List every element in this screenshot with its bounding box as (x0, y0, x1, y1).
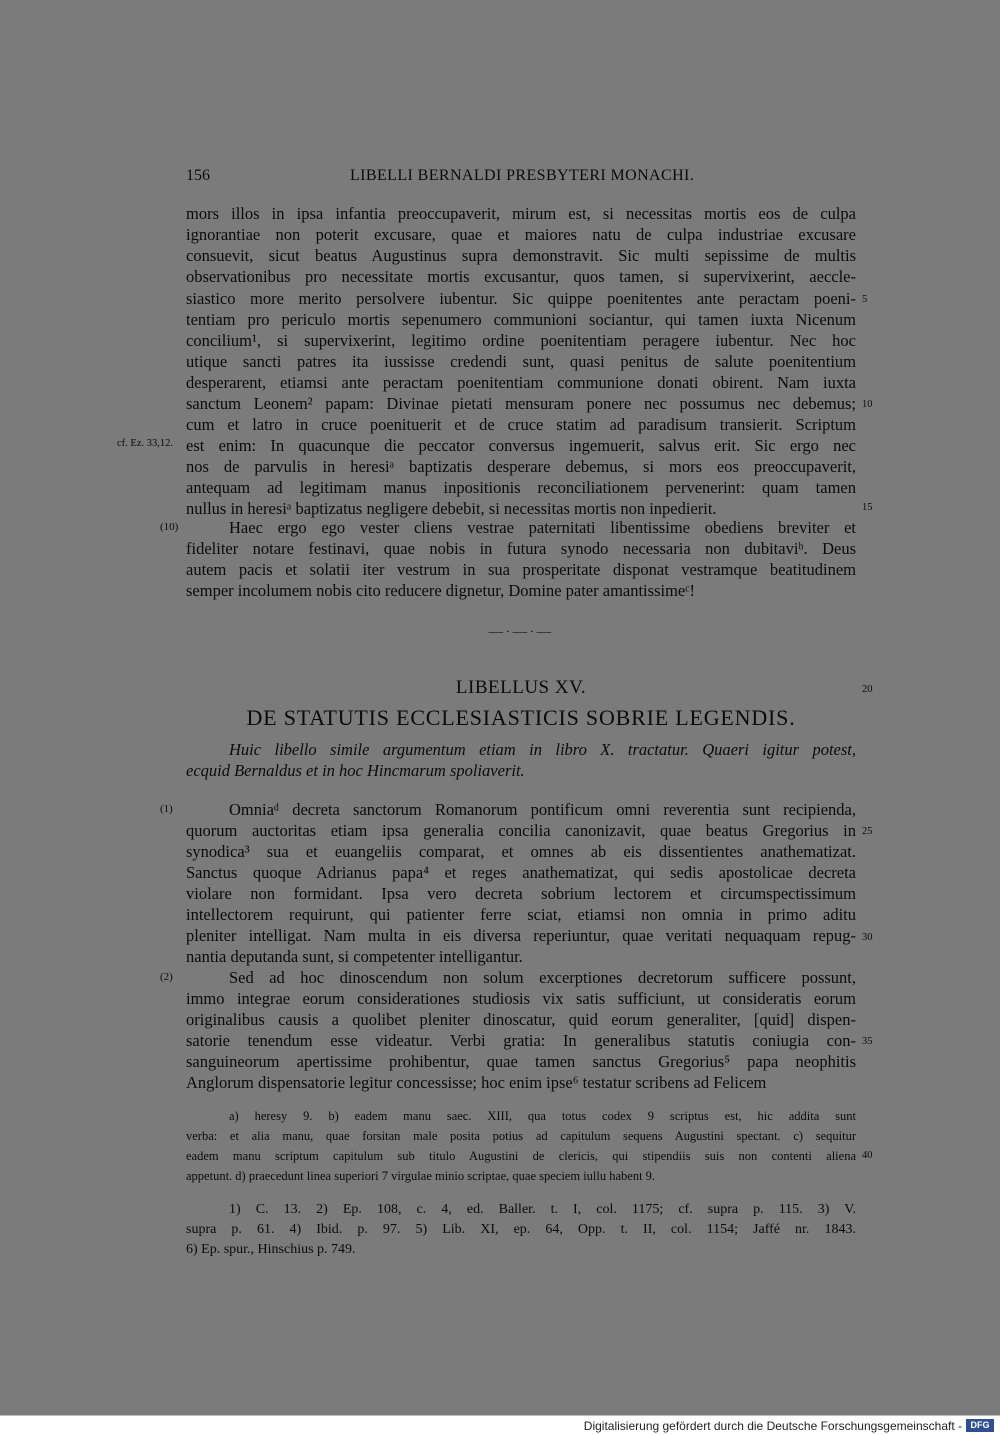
body-line: Sed ad hoc dinoscendum non solum excerptiones decretorum sufficere possunt, (229, 968, 856, 987)
body-line: intellectorem requirunt, qui patienter ferre sciat, etiamsi non omnia in primo aditu (186, 905, 856, 924)
body-line: tentiam pro periculo mortis sepenumero communioni sociantur, qui tamen iuxta Nicenum (186, 310, 856, 329)
reference-line: 1) C. 13. 2) Ep. 108, c. 4, ed. Baller. t. I, col. 1175; cf. supra p. 115. 3) V. (229, 1202, 856, 1217)
note-line: verba: et alia manu, quae forsitan male posita potius ad capitulum sequens Augustini spectant. c) sequitur (186, 1129, 856, 1143)
body-line: siastico more merito persolvere iubentur. Sic quippe poenitentes ante peractam poeni- (186, 289, 856, 308)
intro-line: Huic libello simile argumentum etiam in libro X. tractatur. Quaeri igitur potest, (229, 740, 856, 759)
note-line: eadem manu scriptum capitulum sub titulo Augustini de clericis, qui stipendiis suis non contenti aliena (186, 1149, 856, 1163)
section-separator: —·—·— (488, 624, 554, 638)
body-line: immo integrae eorum considerationes studiosis vix satis sufficiunt, ut consideratis eorum (186, 989, 856, 1008)
line-number: 40 (862, 1150, 873, 1161)
reference-line: 6) Ep. spur., Hinschius p. 749. (186, 1242, 356, 1257)
body-line: observationibus pro necessitate mortis excusantur, quos tamen, si supervixerint, aeccle- (186, 267, 856, 286)
footer-credit: Digitalisierung gefördert durch die Deutsche Forschungsgemeinschaft - (583, 1419, 962, 1433)
body-line: desperarent, etiamsi ante peractam poenitentiam communione donati obirent. Nam iuxta (186, 373, 856, 392)
body-line: quorum auctoritas etiam ipsa generalia concilia canonizavit, quae beatus Gregorius in (186, 821, 856, 840)
section-heading: LIBELLUS XV. (455, 677, 587, 698)
line-number: 30 (862, 932, 873, 943)
body-line: synodica³ sua et euangeliis comparat, et omnes ab eis dissentientes anathematizat. (186, 842, 856, 861)
body-line: semper incolumem nobis cito reducere dignetur, Domine pater amantissimeᶜ! (186, 581, 695, 600)
body-line: Sanctus quoque Adrianus papa⁴ et reges anathematizat, qui sedis apostolicae decreta (186, 863, 856, 882)
body-line: pleniter intelligat. Nam multa in eis diversa reperiuntur, quae veritati nequaquam repug- (186, 926, 856, 945)
body-line: Omniaᵈ decreta sanctorum Romanorum pontificum omni reverentia sunt recipienda, (229, 800, 856, 819)
footer-bar (0, 1415, 1000, 1435)
body-line: sanguineorum apertissime prohibentur, quae tamen sanctus Gregorius⁵ papa neophitis (186, 1052, 856, 1071)
running-title: LIBELLI BERNALDI PRESBYTERI MONACHI. (350, 167, 695, 184)
body-line: nullus in heresiᵃ baptizatus negligere debebit, si necessitas mortis non inpedierit. (186, 499, 717, 518)
body-line: originalibus causis a quolibet pleniter dinoscatur, quid eorum generaliter, [quid] dispen- (186, 1010, 856, 1029)
page-number: 156 (186, 167, 210, 184)
body-line: fideliter notare festinavi, quae nobis in futura synodo necessaria non dubitaviᵇ. Deus (186, 539, 856, 558)
body-line: nantia deputanda sunt, si competenter intelligantur. (186, 947, 523, 966)
paragraph-marker: (1) (160, 803, 173, 815)
body-line: consuevit, sicut beatus Augustinus supra demonstravit. Sic multi sepissime de multis (186, 246, 856, 265)
paragraph-marker: (10) (160, 521, 179, 533)
margin-reference: cf. Ez. 33,12. (117, 438, 173, 449)
reference-line: supra p. 61. 4) Ibid. p. 97. 5) Lib. XI, ep. 64, Opp. t. II, col. 1154; Jaffé nr. 1843. (186, 1222, 856, 1237)
body-line: cum et latro in cruce poenituerit et de cruce statim ad paradisum transierit. Scriptum (186, 415, 856, 434)
body-line: ignorantiae non poterit excusare, quae et maiores natu de culpa industriae excusare (186, 225, 856, 244)
line-number: 20 (862, 684, 873, 695)
body-line: utique sancti patres ita iussisse credendi sunt, quasi penitus de salute poenitentium (186, 352, 856, 371)
line-number: 15 (862, 502, 873, 513)
line-number: 10 (862, 399, 873, 410)
section-title: DE STATUTIS ECCLESIASTICIS SOBRIE LEGENDIS. (246, 705, 796, 730)
paragraph-marker: (2) (160, 971, 173, 983)
body-line: autem pacis et solatii iter vestrum in sua prosperitate disponat vestramque beatitudinem (186, 560, 856, 579)
body-line: satorie tenendum esse videatur. Verbi gratia: In generalibus statutis coniugia con- (186, 1031, 856, 1050)
intro-line: ecquid Bernaldus et in hoc Hincmarum spoliaverit. (186, 761, 525, 780)
body-line: nos de parvulis in heresiᵃ baptizatis desperare debemus, si mors eos preoccupaverit, (186, 457, 856, 476)
body-line: antequam ad legitimam manus inpositionis reconciliationem pervenerint: quam tamen (186, 478, 856, 497)
body-line: Haec ergo ego vester cliens vestrae paternitati libentissime obediens breviter et (229, 518, 856, 537)
line-number: 5 (862, 294, 868, 305)
note-line: a) heresy 9. b) eadem manu saec. XIII, qua totus codex 9 scriptus est, hic addita sunt (229, 1109, 856, 1123)
line-number: 25 (862, 826, 873, 837)
dfg-logo: DFG (966, 1419, 994, 1432)
line-number: 35 (862, 1036, 873, 1047)
body-line: concilium¹, si supervixerint, legitimo ordine poenitentiam peragere iubentur. Nec hoc (186, 331, 856, 350)
body-line: violare non formidant. Ipsa vero decreta sobrium lectorem et circumspectissimum (186, 884, 856, 903)
note-line: appetunt. d) praecedunt linea superiori 7 virgulae minio scriptae, quae speciem iullu habent 9. (186, 1169, 656, 1183)
body-line: est enim: In quacunque die peccator conversus ingemuerit, salvus erit. Sic ergo nec (186, 436, 856, 455)
body-line: Anglorum dispensatorie legitur concessisse; hoc enim ipse⁶ testatur scribens ad Felicem (186, 1073, 767, 1092)
body-line: sanctum Leonem² papam: Divinae pietati mensuram ponere nec possumus nec debemus; (186, 394, 856, 413)
body-line: mors illos in ipsa infantia preoccupaverit, mirum est, si necessitas mortis eos de culpa (186, 204, 856, 223)
